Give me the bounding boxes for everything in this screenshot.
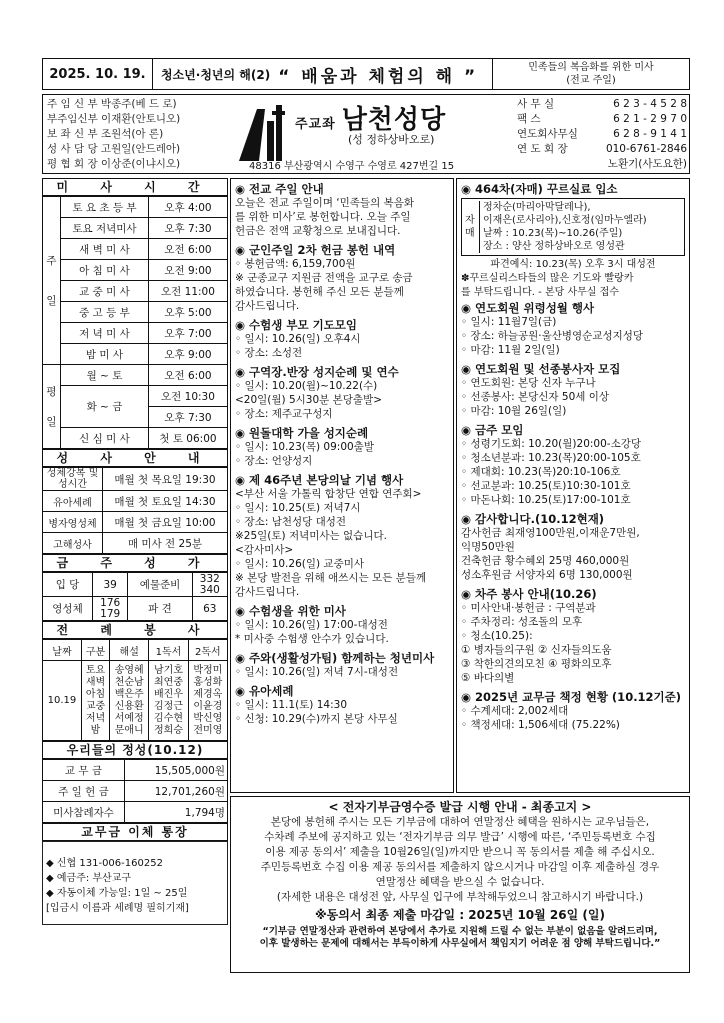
notice-line: 하였습니다. 봉헌해 주신 모든 분들께 (235, 286, 404, 298)
notice-line: 연말정산 혜택을 받으실 수 없습니다. (375, 876, 545, 888)
ministry-reading1: 남기호 최연중 배진우 김정근 김수현 정희승 (149, 661, 188, 741)
hymn-label: 예물준비 (128, 573, 192, 597)
offering-table (42, 759, 228, 823)
sunday-label: 주일 (43, 197, 61, 365)
contact-line (517, 142, 687, 157)
hymn-label: 영성체 (43, 597, 93, 621)
parish-prefix: 주교좌 (295, 117, 336, 132)
notice-line: 본당에 봉헌해 주시는 모든 기부금에 대하여 연말정산 혜택을 원하시는 교우님들은, (270, 816, 650, 828)
notice-title: < 전자기부금영수증 발급 시행 안내 - 최종고지 > (328, 800, 592, 814)
transfer-title: 교무금 이체 통장 (42, 823, 228, 841)
mass-intention-line2: (전교 주일) (566, 75, 616, 86)
notice-heading: ◉ 2025년 교무금 책정 현황 (10.12기준) (461, 690, 682, 704)
parish-info-block (42, 94, 690, 174)
notice-line: ◦ 미사안내·봉헌금 : 구역분과 (461, 602, 596, 614)
notice-line: ⑤ 바다의별 (461, 672, 515, 684)
table-row (43, 533, 228, 554)
notice-line: <부산 서울 가톨릭 합창단 연합 연주회> (235, 488, 422, 500)
left-column (42, 178, 228, 925)
ministry-commentators: 송영혜 천순남 백은주 신용환 서예정 문애니 (110, 661, 149, 741)
notice-line: 오늘은 전교 주일이며 ‘민족들의 복음화 (235, 197, 414, 209)
offering-label: 주 일 헌 금 (43, 781, 125, 802)
clergy-line: 보 좌 신 부 조원석(아 론) (47, 128, 164, 140)
offering-label: 미사참례자수 (43, 802, 125, 823)
mass-time: 오후 7:00 (148, 323, 227, 344)
mass-name: 토요 저녁미사 (61, 218, 149, 239)
contact-label: 연도회사무실 (517, 128, 578, 140)
notice-warning-2: 이후 발생하는 문제에 대해서는 부득이하게 사무실에서 책임지기 어려운 점 양해 부탁드립니다.” (259, 938, 661, 949)
cursillo-line: 장소 : 양산 정하상바오로 영성관 (483, 241, 625, 252)
notice-line: ◦ 마감: 11월 2일(일) (461, 344, 560, 356)
table-row (43, 260, 228, 281)
mass-times-title: 미 사 시 간 (42, 178, 228, 196)
cursillo-line: 정차순(마리아막달레나), (483, 202, 591, 213)
mass-intention-line1: 민족들의 복음화를 위한 미사 (528, 62, 654, 73)
notice-line: ◦ 장소: 언양성지 (235, 455, 313, 467)
notice-line: ※25일(토) 저녁미사는 없습니다. (235, 530, 387, 542)
table-row (43, 197, 228, 218)
sacrament-time: 매월 첫 토요일 14:30 (103, 491, 228, 512)
table-row (43, 218, 228, 239)
ministry-kinds: 토요 새벽 아침 교중 저녁 밤 (81, 661, 109, 741)
table-row (43, 468, 228, 491)
cursillo-send: 파견예식: 10.23(목) 오후 3시 대성전 (490, 259, 656, 270)
notice-line: ◦ 신청: 10.29(수)까지 본당 사무실 (235, 713, 398, 725)
notice-line: ◦ 연도회원: 본당 신자 누구나 (461, 377, 596, 389)
table-row (43, 781, 228, 802)
sacrament-time: 매월 첫 금요일 10:00 (103, 512, 228, 533)
weekday-label: 평일 (43, 365, 61, 449)
theme-title: “ 배움과 체험의 해 ” (278, 66, 479, 87)
sacrament-name: 병자영성체 (43, 512, 103, 533)
notice-line: ◦ 일시: 10.23(목) 09:00출발 (235, 441, 374, 453)
contact-value: 6 2 8 - 9 1 4 1 (613, 128, 687, 140)
notice-line: 감사드립니다. (235, 300, 300, 312)
column-header: 해설 (110, 640, 149, 661)
mass-name: 신 심 미 사 (61, 428, 149, 449)
column-header: 날짜 (43, 640, 82, 661)
notice-line: ◦ 봉헌금액: 6,159,700원 (235, 258, 356, 270)
mass-time: 오후 7:30 (148, 407, 227, 428)
parish-title: 남천성당 (341, 105, 447, 135)
table-row (43, 573, 228, 597)
notice-line: ◦ 장소: 제주교구성지 (235, 408, 333, 420)
mass-time: 오전 11:00 (148, 281, 227, 302)
notice-line: ◦ 마감: 10월 26일(일) (461, 405, 567, 417)
clergy-line: 평 협 회 장 이상준(이냐시오) (47, 158, 181, 170)
mass-name: 새 벽 미 사 (61, 239, 149, 260)
notice-line: 익명50만원 (461, 541, 515, 553)
offering-value: 1,794명 (125, 802, 228, 823)
notice-line: 감사헌금 최재영100만원,이재운7만원, (461, 527, 640, 539)
cursillo-side-label: 자매 (465, 215, 475, 239)
contact-label: 연 도 회 장 (517, 143, 568, 155)
notice-line: ◦ 책정세대: 1,506세대 (75.22%) (461, 719, 620, 731)
contact-value: 6 2 3 - 4 5 2 8 (613, 98, 687, 110)
notice-heading: ◉ 전교 주일 안내 (235, 182, 324, 196)
hymns-title: 금 주 성 가 (42, 554, 228, 572)
hymns-table (42, 572, 228, 621)
transfer-box (42, 841, 228, 925)
offering-value: 15,505,000원 (125, 760, 228, 781)
contact-line (517, 112, 687, 127)
notice-heading: ◉ 원돌대학 가을 성지순례 (235, 426, 369, 440)
contact-label: 팩 스 (517, 113, 541, 125)
notice-line: ◦ 일시: 10.26(일) 17:00-대성전 (235, 619, 388, 631)
mass-time: 오전 9:00 (148, 260, 227, 281)
notice-heading: ◉ 수험생 부모 기도모임 (235, 318, 358, 332)
notice-line: 성소후원금 서양자외 6명 130,000원 (461, 569, 633, 581)
table-row (43, 428, 228, 449)
hymn-number: 39 (93, 573, 128, 597)
contact-value: 010-6761-2846 (605, 143, 687, 155)
notice-heading: ◉ 제 46주년 본당의날 기념 행사 (235, 473, 404, 487)
notice-line: ◦ 일시: 11월7일(금) (461, 316, 557, 328)
table-row (43, 512, 228, 533)
parish-address: 48316 부산광역시 수영구 수영로 427번길 15 (249, 161, 455, 172)
notice-line: ◦ 일시: 10.26(일) 오후4시 (235, 333, 361, 345)
hymn-label: 입 당 (43, 573, 93, 597)
notice-heading: ◉ 군인주일 2차 헌금 봉헌 내역 (235, 243, 396, 257)
hymn-label: 파 견 (128, 597, 192, 621)
notice-line: 이용 제공 동의서’ 제출을 10월26일(일)까지만 받으니 꼭 동의서를 제출 해 주십시오. (265, 846, 655, 858)
notice-line: ◦ 선종봉사: 본당신자 50세 이상 (461, 391, 610, 403)
table-row (43, 281, 228, 302)
notice-heading: ◉ 유아세례 (235, 684, 294, 698)
bulletin-page (42, 58, 690, 973)
header-bar (42, 58, 690, 90)
notice-line: ◦ 장소: 남천성당 대성전 (235, 516, 347, 528)
notice-line: ◦ 일시: 10.26(일) 저녁 7시-대성전 (235, 666, 399, 678)
sacrament-name: 유아세례 (43, 491, 103, 512)
notice-line: 헌금은 전액 교황청으로 보내집니다. (235, 225, 401, 237)
transfer-line: ◆ 신협 131-006-160252 (46, 858, 163, 869)
sacrament-time: 매 미사 전 25분 (103, 533, 228, 554)
notice-line: <감사미사> (235, 544, 294, 556)
notice-line: ◦ 일시: 10.25(토) 저녁7시 (235, 502, 361, 514)
notices-middle-column (230, 178, 454, 793)
table-row (43, 491, 228, 512)
table-row (43, 239, 228, 260)
mass-time: 오전 6:00 (148, 239, 227, 260)
sacrament-name: 고해성사 (43, 533, 103, 554)
notice-heading: ◉ 차주 봉사 안내(10.26) (461, 587, 597, 601)
mass-time: 오후 5:00 (148, 302, 227, 323)
table-row (43, 365, 228, 386)
offering-value: 12,701,260원 (125, 781, 228, 802)
notice-line: ① 병자들의구원 ② 신자들의도움 (461, 644, 612, 656)
notice-heading: ◉ 감사합니다.(10.12현재) (461, 512, 605, 526)
notice-line: ※ 군종교구 지원금 전액을 교구로 송금 (235, 272, 413, 284)
clergy-list (47, 97, 237, 172)
parish-patron: (성 정하상바오로) (348, 133, 435, 146)
transfer-line: [입금시 이름과 세례명 필히기재] (46, 903, 189, 914)
notice-line: 건축헌금 황수혜외 25명 460,000원 (461, 555, 630, 567)
table-row (43, 597, 228, 621)
receipt-notice (230, 796, 690, 973)
notice-line: ◦ 제대회: 10.23(목)20:10-106호 (461, 466, 621, 478)
notice-line: ◦ 주차정리: 성조돌의 모후 (461, 616, 583, 628)
year-theme (153, 59, 493, 89)
notice-line: ◦ 일시: 10.26(일) 교중미사 (235, 558, 364, 570)
notice-heading: ◉ 연도회원 및 선종봉사자 모집 (461, 362, 621, 376)
column-header: 1독서 (149, 640, 188, 661)
table-row (43, 302, 228, 323)
mass-intention (493, 59, 689, 89)
notice-line: ③ 착한의견의모친 ④ 평화의모후 (461, 658, 612, 670)
contact-label: 사 무 실 (517, 98, 555, 110)
cursillo-note: 를 부탁드립니다. - 본당 사무실 접수 (461, 287, 619, 298)
sacraments-table (42, 467, 228, 554)
mass-time: 첫 토 06:00 (148, 428, 227, 449)
mass-time: 오전 6:00 (148, 365, 227, 386)
sacrament-name: 성체강복 및 성시간 (43, 468, 103, 491)
cursillo-heading: ◉ 464차(자매) 꾸르실료 입소 (461, 182, 618, 196)
sacrament-time: 매월 첫 목요일 19:30 (103, 468, 228, 491)
cursillo-note: ✽꾸르실리스타들의 많은 기도와 빨랑카 (461, 273, 634, 284)
notice-line: ◦ 성령기도회: 10.20(월)20:00-소강당 (461, 438, 641, 450)
mass-name: 토 요 초 등 부 (61, 197, 149, 218)
notice-heading: ◉ 주와(생활성가팀) 함께하는 청년미사 (235, 651, 435, 665)
mass-time: 오후 7:30 (148, 218, 227, 239)
cursillo-box (461, 198, 685, 256)
mass-name: 화 ~ 금 (61, 386, 149, 428)
table-row (43, 661, 228, 741)
notice-line: <20일(월) 5시30분 본당출발> (235, 394, 383, 406)
notice-heading: ◉ 수험생을 위한 미사 (235, 604, 346, 618)
notice-line: ◦ 장소: 하늘공원·울산병영순교성지성당 (461, 330, 644, 342)
hymn-number: 332 340 (192, 573, 227, 597)
table-row (43, 386, 228, 407)
mass-name: 월 ~ 토 (61, 365, 149, 386)
table-row (43, 344, 228, 365)
notice-line: ◦ 마돈나회: 10.25(토)17:00-101호 (461, 494, 631, 506)
mass-time: 오후 9:00 (148, 344, 227, 365)
mass-time: 오전 10:30 (148, 386, 227, 407)
notice-line: ◦ 수계세대: 2,002세대 (461, 705, 569, 717)
contact-line (517, 157, 687, 172)
notice-deadline: ※동의서 최종 제출 마감일 : 2025년 10월 26일 (일) (315, 908, 605, 922)
ministry-date: 10.19 (43, 661, 82, 741)
contact-list (517, 97, 687, 172)
ministry-title: 전 례 봉 사 (42, 621, 228, 639)
notice-line: ◦ 선교분과: 10.25(토)10:30-101호 (461, 480, 631, 492)
notice-line: (자세한 내용은 대성전 앞, 사무실 입구에 부착해두었으니 참고하시기 바랍니다.) (276, 891, 644, 903)
notice-line: 주민등록번호 수집 이용 제공 동의서를 제출하지 않으시거나 마감일 이후 제출하실 경우 (260, 861, 660, 873)
contact-line (517, 97, 687, 112)
hymn-number: 176 179 (93, 597, 128, 621)
bulletin-date: 2025. 10. 19. (43, 59, 153, 89)
notice-warning-1: “기부금 연말정산과 관련하여 본당에서 추가로 지원해 드릴 수 없는 부분이 없음을 알려드리며, (262, 926, 658, 937)
notice-line: ◦ 장소: 소성전 (235, 347, 303, 359)
right-blocks (461, 301, 685, 732)
contact-value: 6 2 1 - 2 9 7 0 (613, 113, 687, 125)
table-row (43, 323, 228, 344)
contact-line (517, 127, 687, 142)
notice-line: ◦ 일시: 11.1(토) 14:30 (235, 699, 348, 711)
ministry-reading2: 박정미 홍성화 제경옥 이윤경 박신영 전미영 (188, 661, 227, 741)
notice-line: ◦ 청소년분과: 10.23(목)20:00-105호 (461, 452, 641, 464)
table-header-row (43, 640, 228, 661)
mass-times-table (42, 196, 228, 449)
notice-line: 수차례 주보에 공지하고 있는 ‘전자기부금 의무 발급’ 시행에 따른, ‘주민등록번호 수집 (264, 831, 656, 843)
transfer-line: ◆ 예금주: 부산교구 (46, 873, 132, 884)
notices-right-column (456, 178, 690, 793)
offering-label: 교 무 금 (43, 760, 125, 781)
column-header: 구분 (81, 640, 109, 661)
notice-line: 감사드립니다. (235, 586, 300, 598)
transfer-line: ◆ 자동이체 가능일: 1일 ~ 25일 (46, 888, 188, 899)
hymn-number: 63 (192, 597, 227, 621)
notice-heading: ◉ 금주 모임 (461, 423, 524, 437)
mass-name: 밤 미 사 (61, 344, 149, 365)
mass-name: 교 중 미 사 (61, 281, 149, 302)
theme-prefix: 청소년·청년의 해(2) (161, 67, 271, 82)
mass-name: 저 녁 미 사 (61, 323, 149, 344)
cursillo-line: 이재은(로사리아),신호정(임마누엘라) (483, 215, 647, 226)
mass-name: 아 침 미 사 (61, 260, 149, 281)
table-row (43, 802, 228, 823)
notice-heading: ◉ 연도회원 위령성월 행사 (461, 301, 595, 315)
offering-title: 우리들의 정성(10.12) (42, 741, 228, 759)
clergy-line: 부주임신부 이재환(안토니오) (47, 113, 181, 125)
cursillo-line: 날짜 : 10.23(목)~10.26(주일) (483, 228, 623, 239)
clergy-line: 주 임 신 부 박종주(베 드 로) (47, 98, 177, 110)
notice-line: ※ 본당 발전을 위해 애쓰시는 모든 분들께 (235, 572, 427, 584)
church-logo-icon (239, 101, 285, 163)
mass-name: 중 고 등 부 (61, 302, 149, 323)
contact-value: 노환기(사도요한) (607, 158, 687, 170)
cursillo-details (479, 201, 681, 253)
notice-line: 를 위한 미사’로 봉헌합니다. 오늘 주일 (235, 211, 411, 223)
column-header: 2독서 (188, 640, 227, 661)
sacraments-title: 성 사 안 내 (42, 449, 228, 467)
table-row (43, 760, 228, 781)
notice-line: ◦ 청소(10.25): (461, 630, 533, 642)
clergy-line: 성 사 담 당 고원일(안드레아) (47, 143, 181, 155)
notice-line: ◦ 일시: 10.20(월)~10.22(수) (235, 380, 378, 392)
ministry-table (42, 639, 228, 741)
notice-heading: ◉ 구역장.반장 성지순례 및 연수 (235, 365, 399, 379)
notice-line: * 미사중 수험생 안수가 있습니다. (235, 633, 389, 645)
mass-time: 오후 4:00 (148, 197, 227, 218)
